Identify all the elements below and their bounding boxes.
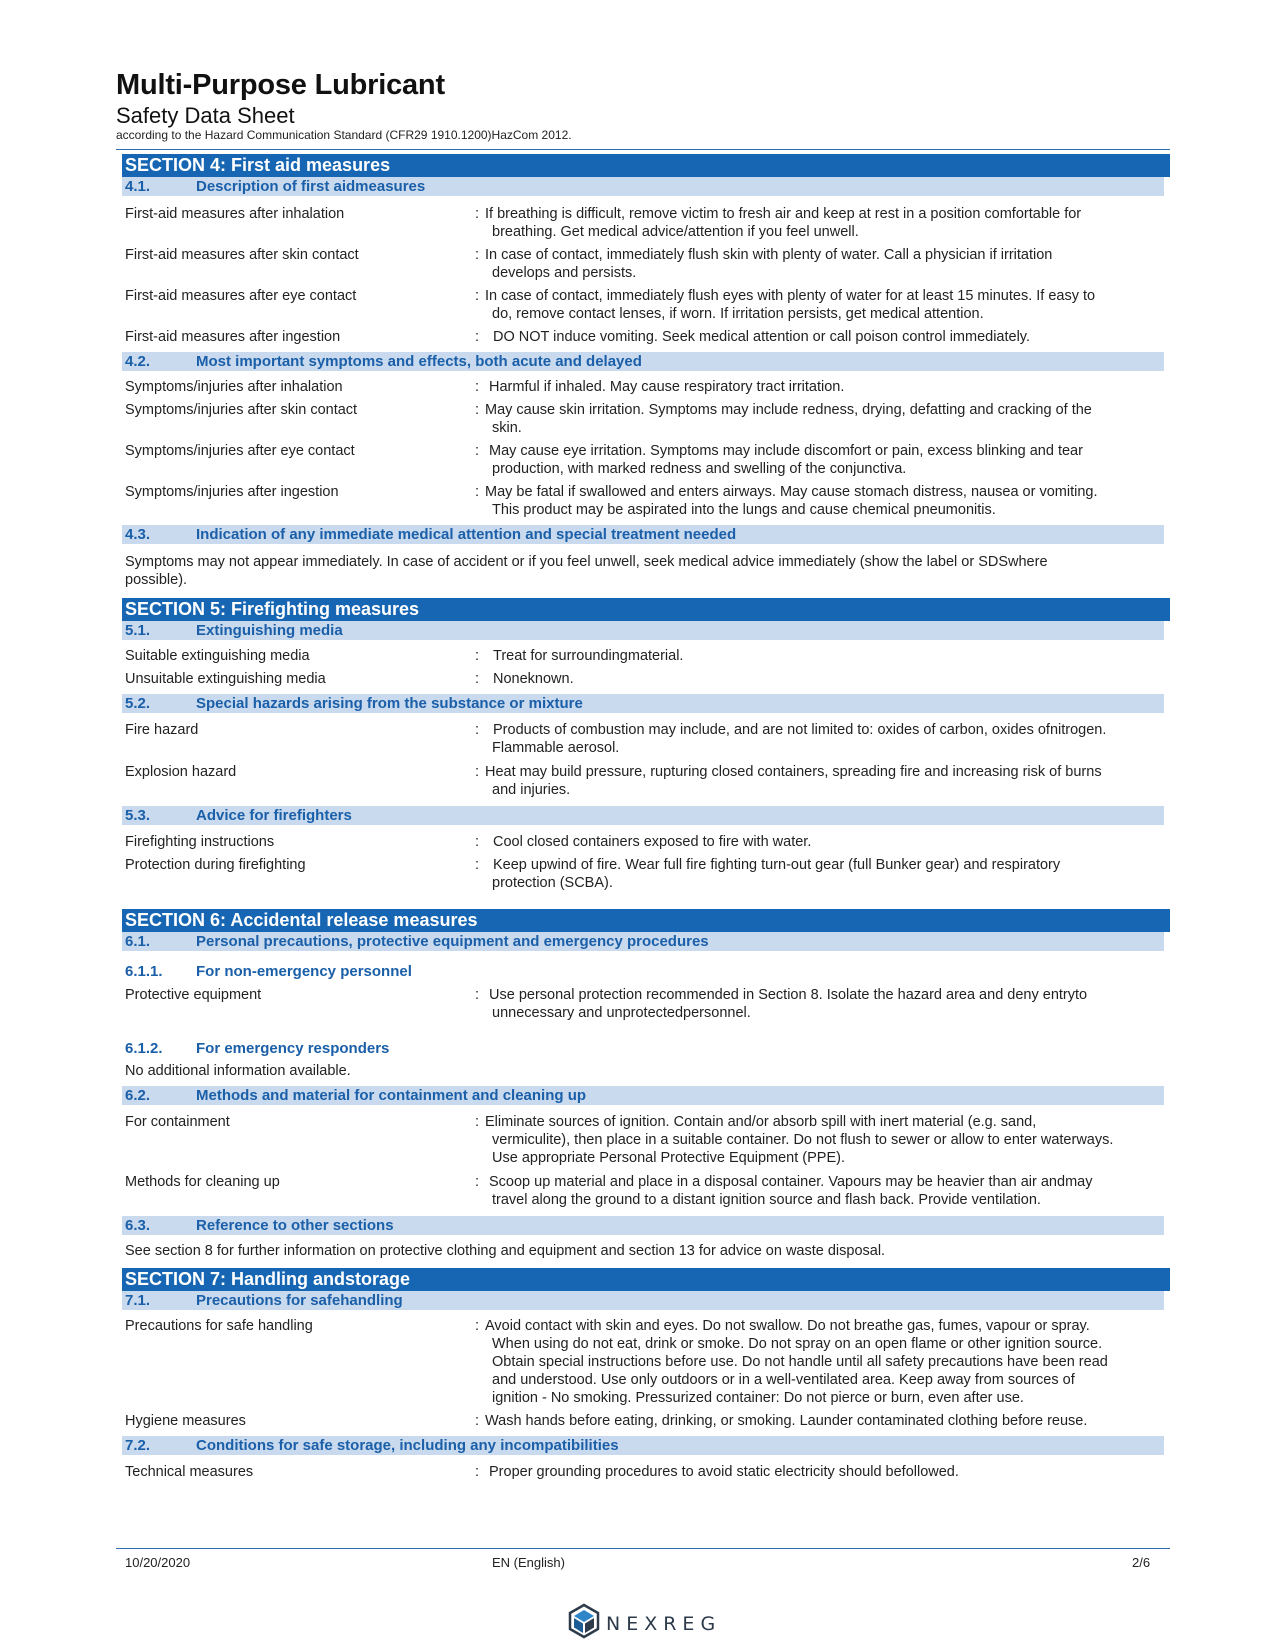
table-row bbox=[122, 287, 1170, 323]
value-line: DO NOT induce vomiting. Seek medical attention or call poison control immediately. bbox=[493, 329, 1031, 345]
value-line: Heat may build pressure, rupturing closed containers, spreading fire and increasing risk of burns bbox=[485, 764, 1102, 780]
row-colon: : bbox=[475, 402, 480, 418]
subsection-title: Reference to other sections bbox=[196, 1217, 394, 1234]
page-number: 2/6 bbox=[1132, 1555, 1151, 1570]
row-value bbox=[485, 328, 1165, 346]
header-divider bbox=[116, 149, 1170, 150]
value-line: May cause eye irritation. Symptoms may include discomfort or pain, excess blinking and tear bbox=[489, 443, 1083, 459]
subsection-5-3-header bbox=[122, 806, 1164, 825]
nexreg-logo bbox=[566, 1603, 721, 1644]
section-6-header: SECTION 6: Accidental release measures bbox=[122, 909, 1170, 932]
value-line: Obtain special instructions before use. Do not handle until all safety precautions have been read bbox=[492, 1354, 1108, 1370]
row-value bbox=[485, 401, 1165, 437]
row-value bbox=[485, 442, 1165, 478]
value-line: vermiculite), then place in a suitable container. Do not flush to sewer or allow to enter waterways. bbox=[492, 1132, 1114, 1148]
row-colon: : bbox=[475, 1174, 480, 1190]
value-line: Noneknown. bbox=[493, 671, 574, 687]
value-line: Treat for surroundingmaterial. bbox=[493, 648, 684, 664]
row-value bbox=[485, 378, 1165, 396]
row-label: First-aid measures after ingestion bbox=[125, 329, 341, 345]
value-line: May cause skin irritation. Symptoms may include redness, drying, defatting and cracking of the bbox=[485, 402, 1092, 418]
row-colon: : bbox=[475, 857, 480, 873]
revision-date: 10/20/2020 bbox=[125, 1555, 191, 1570]
row-label: Precautions for safe handling bbox=[125, 1318, 313, 1334]
subsection-7-2-header bbox=[122, 1436, 1164, 1455]
table-row bbox=[122, 328, 1170, 346]
row-label: For containment bbox=[125, 1114, 230, 1130]
table-row bbox=[122, 721, 1170, 757]
table-row bbox=[122, 1113, 1170, 1167]
row-colon: : bbox=[475, 484, 480, 500]
row-value bbox=[485, 1317, 1165, 1407]
subsection-number: 6.3. bbox=[125, 1217, 151, 1234]
table-row bbox=[122, 378, 1170, 396]
row-colon: : bbox=[475, 1114, 480, 1130]
row-label: Symptoms/injuries after inhalation bbox=[125, 379, 343, 395]
paragraph bbox=[122, 553, 1170, 589]
subsection-5-2-header bbox=[122, 694, 1164, 713]
table-row bbox=[122, 670, 1170, 688]
row-colon: : bbox=[475, 1464, 480, 1480]
value-line: In case of contact, immediately flush skin with plenty of water. Call a physician if irritation bbox=[485, 247, 1053, 263]
subsection-title: Precautions for safehandling bbox=[196, 1292, 403, 1309]
section-4-header: SECTION 4: First aid measures bbox=[122, 154, 1170, 177]
value-line: Use appropriate Personal Protective Equipment (PPE). bbox=[492, 1150, 846, 1166]
subsection-number: 6.1.2. bbox=[125, 1040, 163, 1057]
table-row bbox=[122, 763, 1170, 799]
row-colon: : bbox=[475, 764, 480, 780]
value-line: In case of contact, immediately flush eyes with plenty of water for at least 15 minutes. If easy to bbox=[485, 288, 1096, 304]
value-line: do, remove contact lenses, if worn. If irritation persists, get medical attention. bbox=[492, 306, 984, 322]
row-label: Protective equipment bbox=[125, 987, 262, 1003]
value-line: develops and persists. bbox=[492, 265, 637, 281]
row-value bbox=[485, 287, 1165, 323]
value-line: Use personal protection recommended in Section 8. Isolate the hazard area and deny entryto bbox=[489, 987, 1088, 1003]
row-label: First-aid measures after eye contact bbox=[125, 288, 357, 304]
row-label: First-aid measures after inhalation bbox=[125, 206, 345, 222]
paragraph: See section 8 for further information on protective clothing and equipment and section 13 for advice on waste disposal. bbox=[125, 1243, 886, 1259]
row-value bbox=[485, 1113, 1165, 1167]
row-colon: : bbox=[475, 329, 480, 345]
table-row bbox=[122, 1463, 1170, 1481]
row-colon: : bbox=[475, 443, 480, 459]
subsection-title: For non-emergency personnel bbox=[196, 963, 412, 980]
value-line: protection (SCBA). bbox=[492, 875, 613, 891]
row-colon: : bbox=[475, 379, 480, 395]
row-value bbox=[485, 647, 1165, 665]
subsection-4-3-header bbox=[122, 525, 1164, 544]
table-row bbox=[122, 986, 1170, 1022]
subsection-number: 6.2. bbox=[125, 1087, 151, 1104]
row-colon: : bbox=[475, 206, 480, 222]
value-line: Harmful if inhaled. May cause respiratory tract irritation. bbox=[489, 379, 845, 395]
subsection-title: Personal precautions, protective equipment and emergency procedures bbox=[196, 933, 709, 950]
row-value bbox=[485, 721, 1165, 757]
value-line: Proper grounding procedures to avoid static electricity should befollowed. bbox=[489, 1464, 959, 1480]
row-colon: : bbox=[475, 722, 480, 738]
row-label: Explosion hazard bbox=[125, 764, 237, 780]
subsection-title: For emergency responders bbox=[196, 1040, 390, 1057]
value-line: production, with marked redness and swelling of the conjunctiva. bbox=[492, 461, 907, 477]
row-label: First-aid measures after skin contact bbox=[125, 247, 359, 263]
value-line: travel along the ground to a distant ignition source and flash back. Provide ventilation. bbox=[492, 1192, 1041, 1208]
value-line: skin. bbox=[492, 420, 522, 436]
row-label: Symptoms/injuries after ingestion bbox=[125, 484, 339, 500]
subsection-4-2-header bbox=[122, 352, 1164, 371]
footer-divider bbox=[116, 1548, 1170, 1549]
document-language: EN (English) bbox=[492, 1555, 565, 1570]
row-colon: : bbox=[475, 1413, 480, 1429]
value-line: ignition - No smoking. Pressurized container: Do not pierce or burn, even after use. bbox=[492, 1390, 1024, 1406]
table-row bbox=[122, 1173, 1170, 1209]
row-value bbox=[485, 1412, 1165, 1430]
row-label: Symptoms/injuries after eye contact bbox=[125, 443, 355, 459]
regulatory-standard: according to the Hazard Communication Standard (CFR29 1910.1200)HazCom 2012. bbox=[116, 128, 572, 142]
value-line: Keep upwind of fire. Wear full fire fighting turn-out gear (full Bunker gear) and respiratory bbox=[493, 857, 1061, 873]
subsection-title: Extinguishing media bbox=[196, 622, 343, 639]
value-line: When using do not eat, drink or smoke. Do not spray on an open flame or other ignition source. bbox=[492, 1336, 1103, 1352]
row-colon: : bbox=[475, 987, 480, 1003]
subsection-6-3-header bbox=[122, 1216, 1164, 1235]
row-value bbox=[485, 833, 1165, 851]
subsection-number: 4.1. bbox=[125, 178, 151, 195]
row-value bbox=[485, 1173, 1165, 1209]
value-line: Flammable aerosol. bbox=[492, 740, 620, 756]
value-line: Products of combustion may include, and are not limited to: oxides of carbon, oxides ofnitrogen. bbox=[493, 722, 1107, 738]
row-colon: : bbox=[475, 247, 480, 263]
row-label: Methods for cleaning up bbox=[125, 1174, 280, 1190]
subsection-title: Description of first aidmeasures bbox=[196, 178, 426, 195]
subsection-title: Advice for firefighters bbox=[196, 807, 352, 824]
row-label: Unsuitable extinguishing media bbox=[125, 671, 326, 687]
subsection-title: Special hazards arising from the substance or mixture bbox=[196, 695, 583, 712]
value-line: and understood. Use only outdoors or in a well-ventilated area. Keep away from sources of bbox=[492, 1372, 1075, 1388]
row-colon: : bbox=[475, 648, 480, 664]
subsection-number: 6.1. bbox=[125, 933, 151, 950]
value-line: breathing. Get medical advice/attention if you feel unwell. bbox=[492, 224, 859, 240]
row-colon: : bbox=[475, 671, 480, 687]
paragraph-line: possible). bbox=[125, 572, 188, 588]
row-label: Hygiene measures bbox=[125, 1413, 246, 1429]
subsection-6-2-header bbox=[122, 1086, 1164, 1105]
section-7-header: SECTION 7: Handling andstorage bbox=[122, 1268, 1170, 1291]
table-row bbox=[122, 647, 1170, 665]
subsection-number: 4.2. bbox=[125, 353, 151, 370]
value-line: Wash hands before eating, drinking, or smoking. Launder contaminated clothing before reuse. bbox=[485, 1413, 1088, 1429]
document-subtitle: Safety Data Sheet bbox=[116, 103, 295, 128]
subsection-number: 7.2. bbox=[125, 1437, 151, 1454]
row-value bbox=[485, 670, 1165, 688]
row-label: Protection during firefighting bbox=[125, 857, 306, 873]
value-line: and injuries. bbox=[492, 782, 571, 798]
row-colon: : bbox=[475, 834, 480, 850]
subsection-number: 4.3. bbox=[125, 526, 151, 543]
table-row bbox=[122, 246, 1170, 282]
row-colon: : bbox=[475, 288, 480, 304]
subsection-number: 7.1. bbox=[125, 1292, 151, 1309]
value-line: Scoop up material and place in a disposal container. Vapours may be heavier than air andmay bbox=[489, 1174, 1093, 1190]
value-line: Avoid contact with skin and eyes. Do not swallow. Do not breathe gas, fumes, vapour or spray. bbox=[485, 1318, 1090, 1334]
row-label: Technical measures bbox=[125, 1464, 254, 1480]
subsection-title: Most important symptoms and effects, both acute and delayed bbox=[196, 353, 642, 370]
table-row bbox=[122, 205, 1170, 241]
subsection-6-1-1-header bbox=[122, 962, 1170, 981]
paragraph: No additional information available. bbox=[125, 1063, 351, 1079]
row-label: Symptoms/injuries after skin contact bbox=[125, 402, 358, 418]
table-row bbox=[122, 856, 1170, 892]
table-row bbox=[122, 1412, 1170, 1430]
nexreg-logo-icon bbox=[566, 1603, 602, 1644]
sds-content bbox=[122, 154, 1170, 1481]
subsection-number: 5.2. bbox=[125, 695, 151, 712]
row-value bbox=[485, 246, 1165, 282]
row-value bbox=[485, 1463, 1165, 1481]
subsection-6-1-header bbox=[122, 932, 1164, 951]
value-line: Eliminate sources of ignition. Contain and/or absorb spill with inert material (e.g. sand, bbox=[485, 1114, 1037, 1130]
subsection-7-1-header bbox=[122, 1291, 1164, 1310]
row-value bbox=[485, 986, 1165, 1022]
row-colon: : bbox=[475, 1318, 480, 1334]
table-row bbox=[122, 833, 1170, 851]
row-value bbox=[485, 763, 1165, 799]
row-label: Firefighting instructions bbox=[125, 834, 275, 850]
table-row bbox=[122, 483, 1170, 519]
row-value bbox=[485, 856, 1165, 892]
row-value bbox=[485, 483, 1165, 519]
document-header bbox=[116, 68, 1172, 142]
value-line: This product may be aspirated into the lungs and cause chemical pneumonitis. bbox=[492, 502, 996, 518]
value-line: If breathing is difficult, remove victim to fresh air and keep at rest in a position comfortable for bbox=[485, 206, 1082, 222]
table-row bbox=[122, 401, 1170, 437]
value-line: May be fatal if swallowed and enters airways. May cause stomach distress, nausea or vomiting. bbox=[485, 484, 1098, 500]
paragraph-line: Symptoms may not appear immediately. In case of accident or if you feel unwell, seek medical advice immediately (show the label or SDSwhere bbox=[125, 554, 1048, 570]
subsection-title: Indication of any immediate medical attention and special treatment needed bbox=[196, 526, 737, 543]
subsection-title: Methods and material for containment and cleaning up bbox=[196, 1087, 587, 1104]
value-line: unnecessary and unprotectedpersonnel. bbox=[492, 1005, 751, 1021]
subsection-6-1-2-header bbox=[122, 1039, 1170, 1058]
value-line: Cool closed containers exposed to fire with water. bbox=[493, 834, 812, 850]
subsection-title: Conditions for safe storage, including any incompatibilities bbox=[196, 1437, 619, 1454]
subsection-5-1-header bbox=[122, 621, 1164, 640]
subsection-number: 5.3. bbox=[125, 807, 151, 824]
table-row bbox=[122, 1317, 1170, 1407]
subsection-number: 6.1.1. bbox=[125, 963, 163, 980]
section-5-header: SECTION 5: Firefighting measures bbox=[122, 598, 1170, 621]
table-row bbox=[122, 442, 1170, 478]
document-title: Multi-Purpose Lubricant bbox=[116, 69, 445, 101]
row-label: Fire hazard bbox=[125, 722, 199, 738]
subsection-number: 5.1. bbox=[125, 622, 151, 639]
row-value bbox=[485, 205, 1165, 241]
subsection-4-1-header bbox=[122, 177, 1164, 196]
row-label: Suitable extinguishing media bbox=[125, 648, 310, 664]
logo-wordmark: NEXREG bbox=[606, 1612, 722, 1635]
